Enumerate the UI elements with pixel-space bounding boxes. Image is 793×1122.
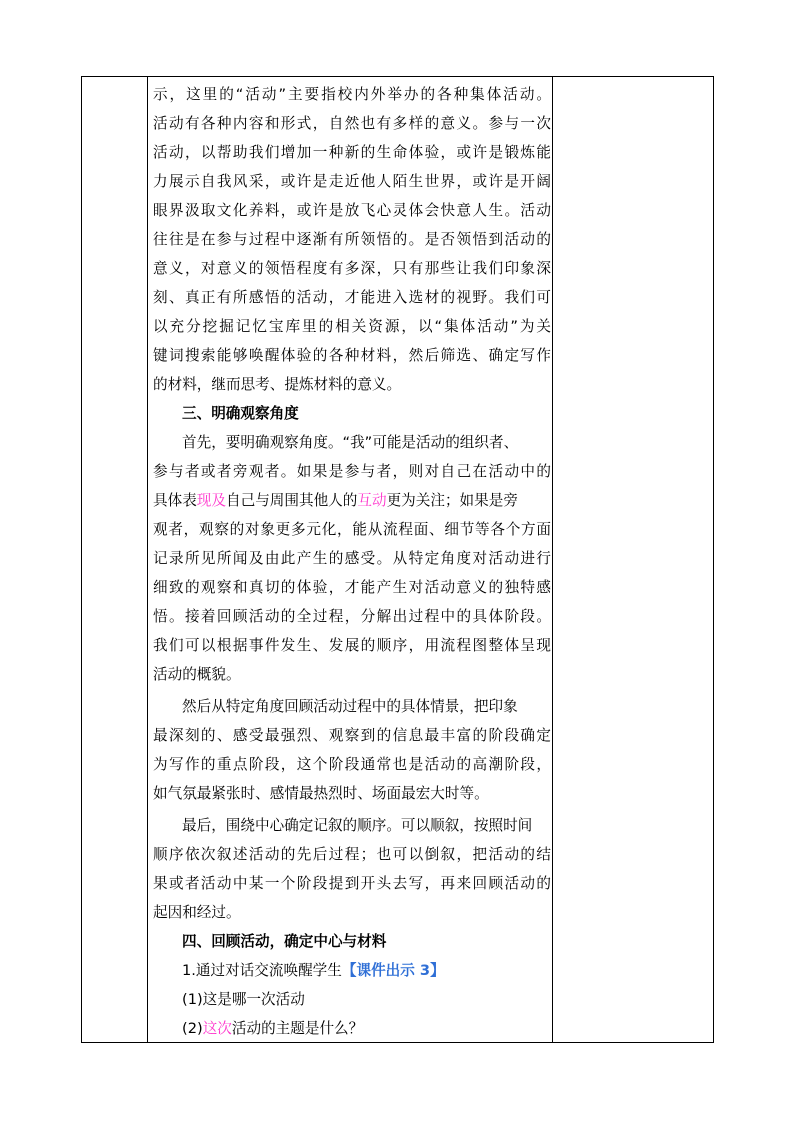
text-line: 刻、真正有所感悟的活动，才能进入选材的视野。我们可 — [153, 289, 551, 306]
text-line: 眼界汲取文化养料，或许是放飞心灵体会快意人生。活动 — [153, 202, 551, 219]
text-line: 活动的概貌。 — [153, 666, 241, 683]
text-line: 1.通过对话交流唤醒学生【课件出示 3】 — [182, 962, 445, 979]
text-line: 往往是在参与过程中逐渐有所领悟的。是否领悟到活动的 — [153, 231, 551, 248]
text-line: 然后从特定角度回顾活动过程中的具体情景，把印象 — [182, 698, 518, 715]
section-heading-4: 四、回顾活动，确定中心与材料 — [182, 933, 387, 950]
text-line: 悟。接着回顾活动的全过程，分解出过程中的具体阶段。 — [153, 608, 551, 625]
text-line: 示，这里的“活动”主要指校内外举办的各种集体活动。 — [153, 86, 551, 103]
highlight-text: 这次 — [202, 1020, 232, 1037]
text-line: 如气氛最紧张时、感情最热烈时、场面最宏大时等。 — [153, 785, 489, 802]
highlight-text: 现及 — [196, 492, 226, 509]
text-line: 活动，以帮助我们增加一种新的生命体验，或许是锻炼能 — [153, 144, 551, 161]
courseware-tag: 【课件出示 3】 — [341, 962, 445, 979]
main-text-column — [153, 80, 551, 1043]
text-line: 最深刻的、感受最强烈、观察到的信息最丰富的阶段确定 — [153, 727, 551, 744]
text-line: 顺序依次叙述活动的先后过程；也可以倒叙，把活动的结 — [153, 846, 551, 863]
text-line: 为写作的重点阶段，这个阶段通常也是活动的高潮阶段， — [153, 756, 551, 773]
text-line: 记录所见所闻及由此产生的感受。从特定角度对活动进行 — [153, 550, 551, 567]
text-line: 的材料，继而思考、提炼材料的意义。 — [153, 376, 402, 393]
highlight-text: 互动 — [357, 492, 387, 509]
text-line: 活动有各种内容和形式，自然也有多样的意义。参与一次 — [153, 115, 551, 132]
text-line: (2)这次活动的主题是什么？ — [182, 1020, 364, 1037]
text-line: 意义，对意义的领悟程度有多深，只有那些让我们印象深 — [153, 260, 551, 277]
text-line: 参与者或者旁观者。如果是参与者，则对自己在活动中的 — [153, 463, 551, 480]
column-divider-left — [147, 77, 148, 1042]
text-line: 键词搜索能够唤醒体验的各种材料，然后筛选、确定写作 — [153, 347, 551, 364]
text-line: 最后，围绕中心确定记叙的顺序。可以顺叙，按照时间 — [182, 817, 533, 834]
text-line: 首先，要明确观察角度。“我”可能是活动的组织者、 — [182, 434, 519, 451]
text-line: 以充分挖掘记忆宝库里的相关资源，以“集体活动”为关 — [153, 318, 551, 335]
text-line: 起因和经过。 — [153, 904, 241, 921]
text-line: 观者，观察的对象更多元化，能从流程面、细节等各个方面 — [153, 521, 551, 538]
text-line: 细致的观察和真切的体验，才能产生对活动意义的独特感 — [153, 579, 551, 596]
column-divider-right — [552, 77, 553, 1042]
text-line: 力展示自我风采，或许是走近他人陌生世界，或许是开阔 — [153, 173, 551, 190]
text-line: 果或者活动中某一个阶段提到开头去写，再来回顾活动的 — [153, 875, 551, 892]
text-line: (1)这是哪一次活动 — [182, 991, 305, 1008]
section-heading-3: 三、明确观察角度 — [182, 405, 299, 422]
text-line: 我们可以根据事件发生、发展的顺序，用流程图整体呈现 — [153, 637, 551, 654]
text-line: 具体表现及自己与周围其他人的互动更为关注；如果是旁 — [153, 492, 518, 509]
